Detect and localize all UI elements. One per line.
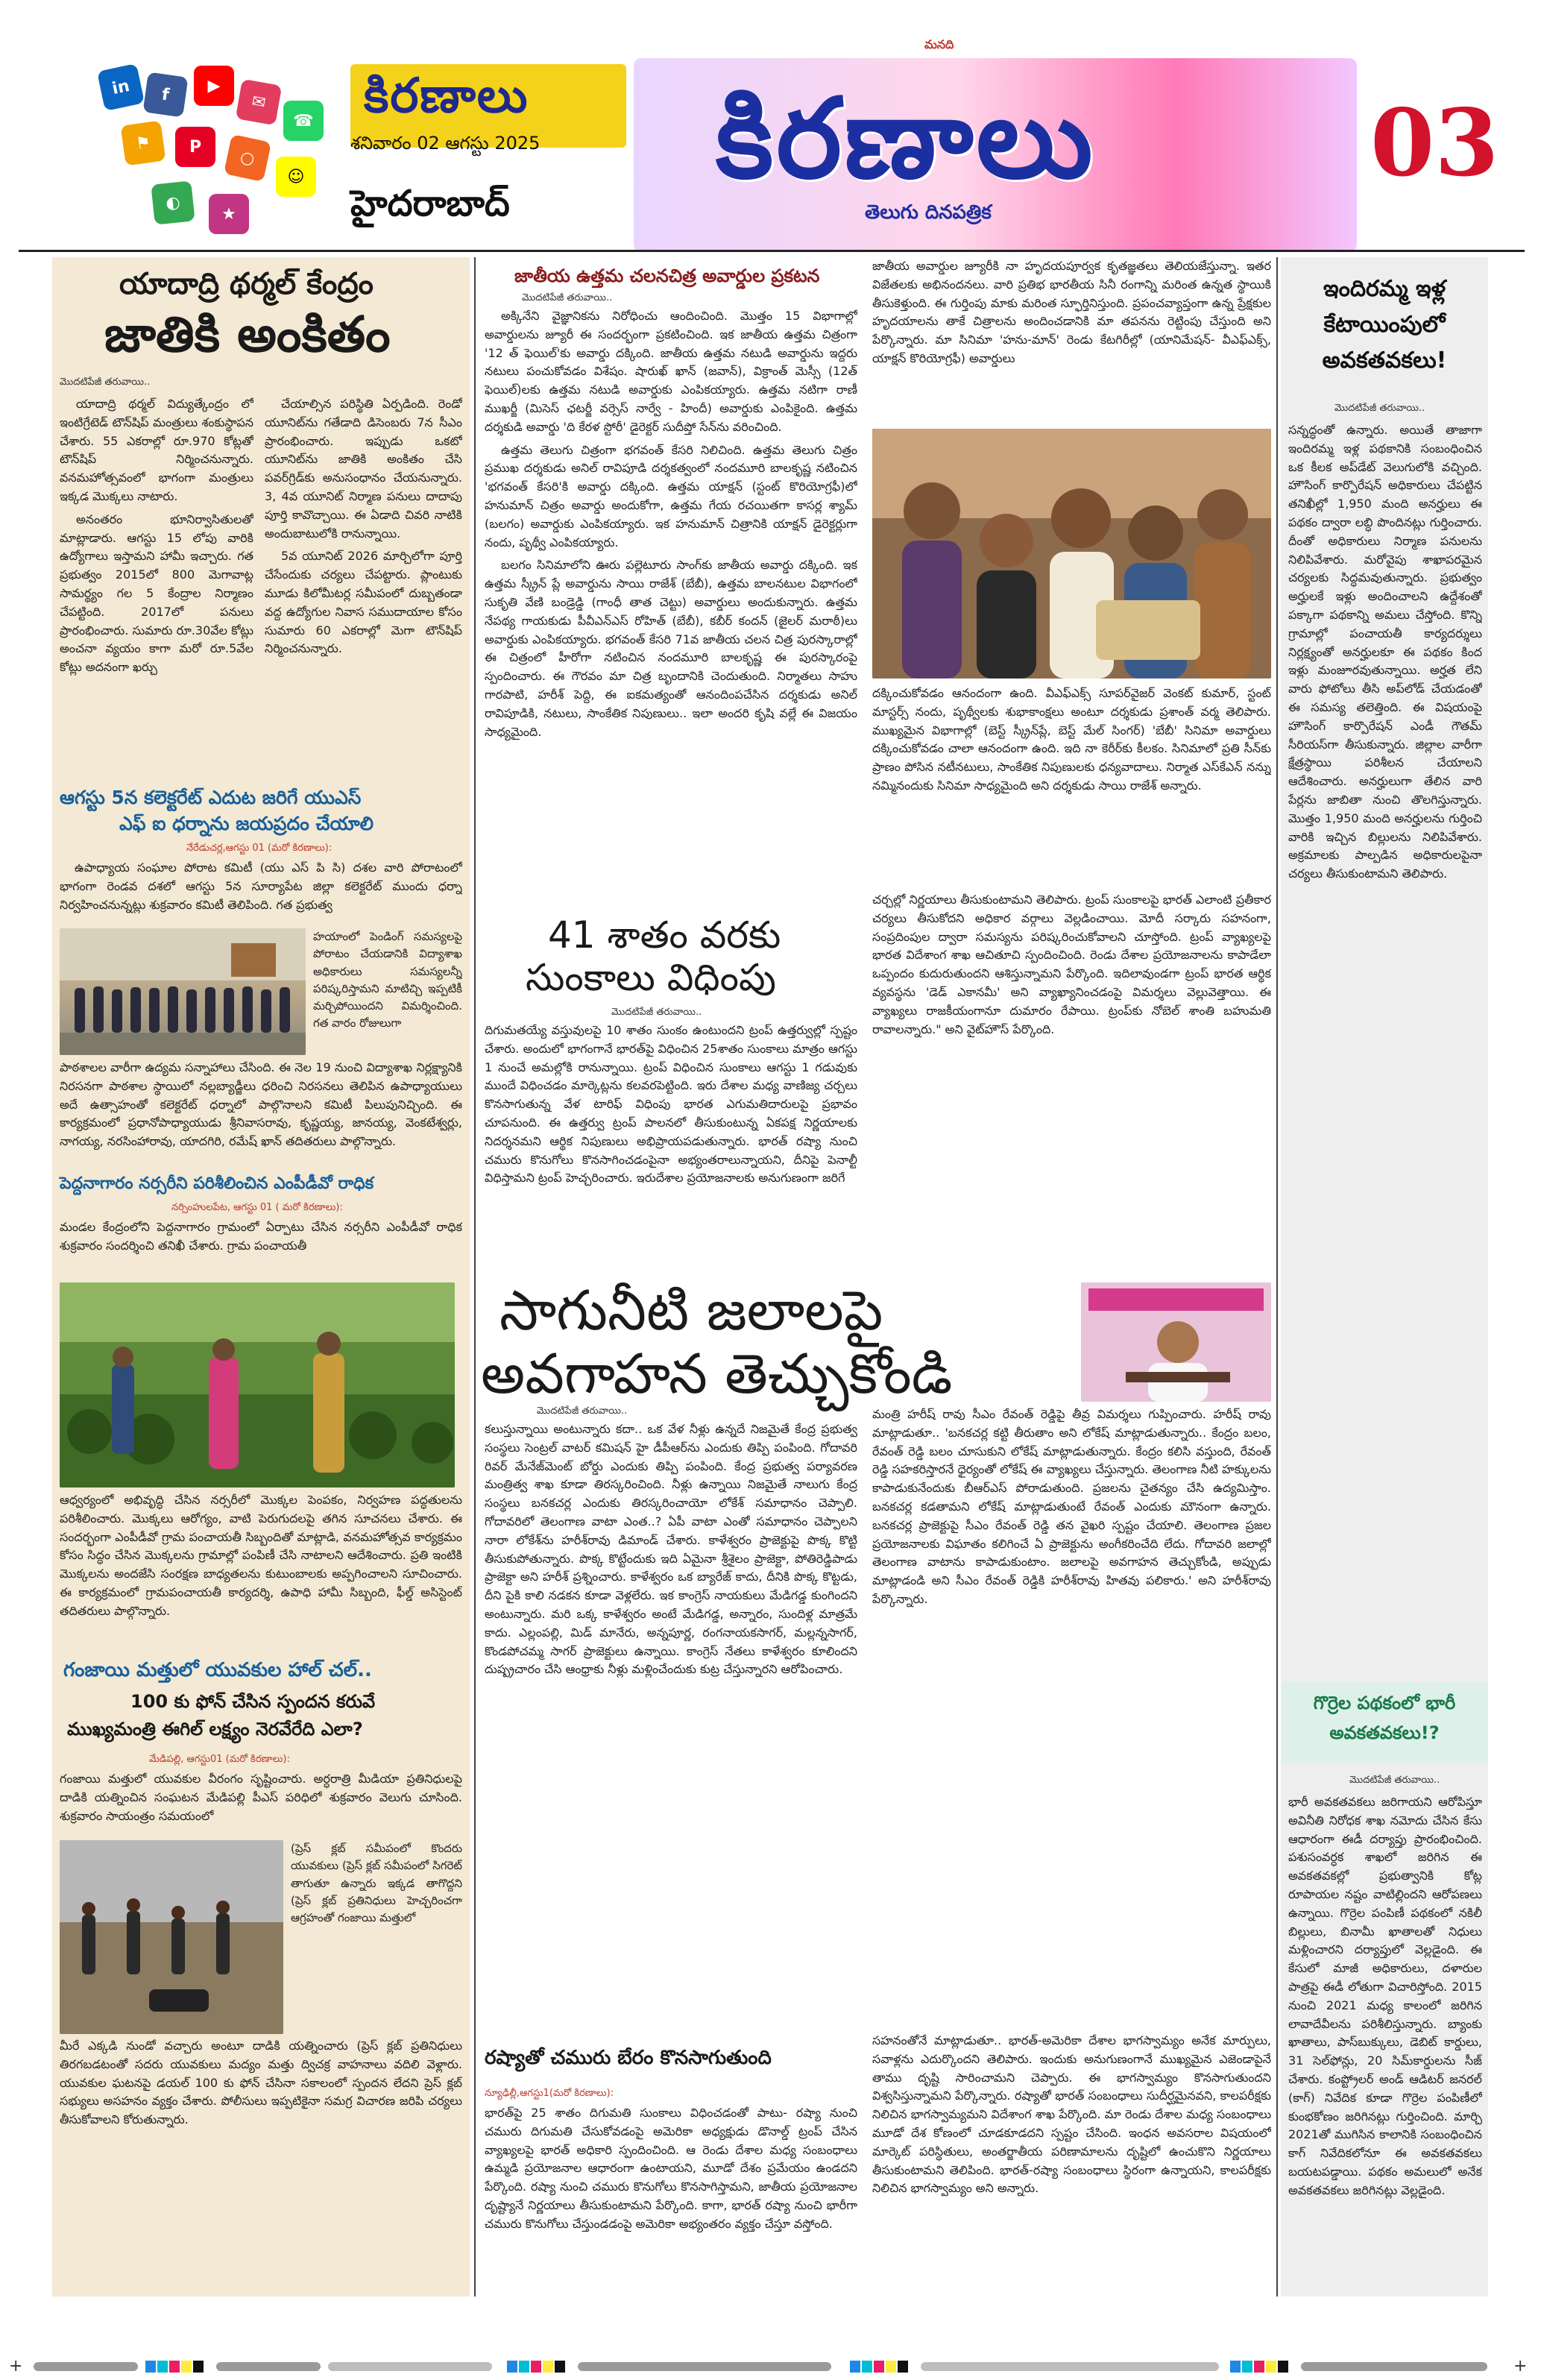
nursery-headline: పెద్దనాగారం నర్సరీని పరిశీలించిన ఎంపీడీవో రాధిక	[60, 1174, 374, 1193]
snapchat-icon: ☺	[276, 157, 316, 197]
awards-dateline: మొదటిపేజీ తరువాయి..	[522, 292, 613, 303]
sheep-headline-line1: గొర్రెల పథకంలో భారీ	[1313, 1693, 1456, 1713]
russia-dateline: న్యూఢిల్లీ,ఆగస్టు1(మరో కిరణాలు):	[485, 2088, 614, 2099]
usfi-photo-illustration	[60, 928, 306, 1055]
film-cast-illustration	[872, 429, 1271, 679]
usfi-protest-photo	[60, 928, 306, 1055]
yadadri-paragraph: అనంతరం భూనిర్వాసితులతో మాట్లాడారు. ఆగస్టు 15 లోపు వారికి ఉద్యోగాలు ఇస్తామని హామీ ఇచ్చారు. గత ప్రభుత్వం 2015లో 800 మెగావాట్ల సామర్థ్యం గల 5 కేంద్రాల నిర్మాణం చేపట్టింది. 2017లో పనులు ప్రారంభించారు. సుమారు రూ.30వేల కోట్లు అంచనా వ్యయం కాగా మరో రూ.5వేల కోట్లు అదనంగా ఖర్చు	[60, 511, 253, 675]
column-divider	[474, 257, 476, 2296]
nursery-dateline: నర్సింహులపేట, ఆగస్టు 01 ( మరో కిరణాలు):	[171, 1202, 343, 1213]
awards-paragraph: బలగం సినిమాలోని ఊరు పల్లెటూరు సాంగ్‌కు జాతీయ అవార్డు దక్కింది. ఇక ఉత్తమ స్క్రీన్ ప్లే అవార్డును సాయి రాజేశ్ (బేబీ), ఉత్తమ బాలనటుల విభాగంలో సుకృతి వేణి బండ్రెడ్డి (గాంధీ తాత చెట్టు) అవార్డులు అందుకున్నారు. ఉత్తమ నేపథ్య గాయకుడు పీవీఎన్ఎస్ రోహిత్ (బేబీ), కబీర్ కందన్ (జైలర్ మరాఠీ)లు అవార్డుకు ఎంపికయ్యారు. భగవంత్ కేసరి 71వ జాతీయ చలన చిత్ర పురస్కారాల్లో ఈ చిత్రంలో హీరోగా నటించిన నందమూరి బాలకృష్ణ ఈ పురస్కారంపై స్పందించారు. ఈ గౌరవం మా చిత్ర బృందానికి చెందుతుంది. నిర్మాతలు సాహు గారపాటి, హరీశ్ పెద్ది, ఈ ఐకమత్యంతో ఆనందింపచేసిన దర్శకుడు అనిల్ రావిపూడికి, నటులు, సాంకేతిక నిపుణులు.. ఇలా అందరి కృషి వల్లే ఈ విజయం సాధ్యమైంది.	[485, 558, 857, 739]
masthead-small-mark: మనది	[924, 37, 954, 51]
svg-text:+: +	[1513, 2357, 1528, 2376]
indiramma-dateline: మొదటిపేజీ తరువాయి..	[1334, 403, 1425, 414]
film-cast-photo	[872, 429, 1271, 679]
tariff-headline-line1: 41 శాతం వరకు	[548, 913, 781, 957]
facebook-icon: f	[143, 72, 189, 118]
ganja-subheadline-line1: 100 కు ఫోన్ చేసిన స్పందన కరువే	[130, 1691, 376, 1712]
yadadri-headline-line2: జాతికి అంకితం	[104, 306, 391, 363]
ganja-subheadline-line2: ముఖ్యమంత్రి ఈగిల్ లక్ష్యం నెరవేరేది ఎలా?	[67, 1719, 363, 1740]
usfi-body-top: ఉపాధ్యాయ సంఘాల పోరాట కమిటీ (యు ఎస్ పి సి) దశల వారి పోరాటంలో భాగంగా రెండవ దశలో ఆగస్టు 5న సూర్యాపేట జిల్లా కలెక్టరేట్ ముందు ధర్నా నిర్వహించనున్నట్లు శుక్రవారం కమిటీ తెలిపింది. గత ప్రభుత్వ	[60, 860, 462, 912]
indiramma-headline-line3: అవకతవకలు!	[1322, 347, 1447, 374]
linkedin-icon: in	[97, 63, 145, 111]
edition-city: హైదరాబాద్	[350, 183, 510, 224]
sheep-dateline: మొదటిపేజీ తరువాయి..	[1349, 1775, 1440, 1786]
ganja-body-bottom: మీరే ఎక్కడి నుండో వచ్చారు అంటూ దాడికి యత్నించారు (ప్రెస్ క్లబ్ ప్రతినిధులు తిరగబడటంతో సదరు యువకులు మద్యం మత్తు ద్విచక్ర వాహనాలు వదిలి వెళ్లారు. యువకుల ఘటనపై డయల్ 100 కు ఫోన్ చేసినా సకాలంలో స్పందన లేదని ప్రెస్ క్లబ్ సభ్యులు అసహనం వ్యక్తం చేశారు. పోలీసులు ఇప్పటికైనా సమగ్ర విచారణ జరిపి చర్యలు తీసుకోవాలని కోరుతున్నారు.	[60, 2039, 462, 2127]
russia-body: భారత్‌పై 25 శాతం దిగుమతి సుంకాలు విధించడంతో పాటు- రష్యా నుంచి చమురు దిగుమతి చేసుకోవడంపై అమెరికా అధ్యక్షుడు డొనాల్డ్ ట్రంప్ చేసిన వ్యాఖ్యలపై భారత్ అధికారి స్పందించింది. ఆ రెండు దేశాల మధ్య సంబంధాలు ఉమ్మడి ప్రయోజనాల ఆధారంగా ఉంటాయని, మూడో దేశం ప్రమేయం ఉండదని పేర్కొంది. రష్యా నుంచి చమురు కొనుగోలు కొనసాగిస్తామని, జాతీయ ప్రయోజనాల దృష్ట్యానే నిర్ణయాలు తీసుకుంటామని పేర్కొంది. కాగా, భారత్ రష్యా నుంచి భారీగా చమురు కొనుగోలు చేస్తుండడంపై అమెరికా అభ్యంతరం వ్యక్తం చేస్తూ వస్తోంది.	[485, 2106, 857, 2231]
ganja-dateline: మేడిపల్లి, ఆగస్టు01 (మరో కిరణాలు):	[149, 1754, 290, 1765]
page-number: 03	[1370, 89, 1499, 198]
tariff-body: దిగుమతయ్యే వస్తువులపై 10 శాతం సుంకం ఉంటుందని ట్రంప్ ఉత్తర్వుల్లో స్పష్టం చేశారు. అందులో భాగంగానే భారత్‌పై విధించిన 25శాతం సుంకాలు మాత్రం ఆగస్టు 1 నుంచే అమల్లోకి రానున్నాయి. ట్రంప్ విధించిన సుంకాలు ఆగస్టు 1 గడువుకు ముందే విధించడం మార్కెట్లను కలవరపెట్టింది. ఇరు దేశాల మధ్య వాణిజ్య చర్చలు కొనసాగుతున్న వేళ టారిఫ్ విధింపు భారత ఎగుమతిదారులపై ప్రభావం చూపనుంది. ఈ ఉత్తర్వు ట్రంప్ పాలనలో తీసుకుంటున్న ఏకపక్ష నిర్ణయాలకు నిదర్శనమని ఆర్థిక నిపుణులు అభిప్రాయపడుతున్నారు. భారత్ రష్యా నుంచి చమురు కొనుగోలు కొనసాగించడంపైనా అభ్యంతరాలున్నాయని, దీనిపై పెనాల్టీ విధిస్తామని ట్రంప్ హెచ్చరించారు. ఇరుదేశాల ప్రయోజనాలకు అనుగుణంగా జరిగే	[485, 1023, 857, 1186]
irrigation-body: కలుస్తున్నాయి అంటున్నారు కదా.. ఒక వేళ నీళ్లు ఉన్నదే నిజమైతే కేంద్ర ప్రభుత్వ సంస్థలు సెంట్రల్ వాటర్ కమిషన్ హై డీపీఆర్‌ను ఎందుకు తిప్పి పంపింది. గోదావరి రివర్ మేనేజ్‌మెంట్ బోర్డు ఎందుకు తిప్పి పంపింది. కేంద్ర ప్రభుత్వ పర్యావరణ మంత్రిత్వ శాఖ కూడా తిరస్కరించింది. నీళ్లు ఉన్నాయి నిజమైతే నాలుగు కేంద్ర సంస్థలు బనకచర్ల ఎందుకు తిరస్కరించాయో లోకేశ్ సమాధానం చెప్పాలి. గోదావరిలో తెలంగాణ వాటా ఎంత..? ఏపీ వాటా ఎంతో సమాధానం చెప్పాలని నారా లోకేశ్‌ను హరీశ్‌రావు డిమాండ్ చేశారు. కాళేశ్వరం ప్రాజెక్టుపై పొక్క కొట్టి తీసుకుపోతున్నారు. పొక్క కొట్టేందుకు ఇది ఏమైనా శ్రీశైలం ప్రాజెక్టా, పోతిరెడ్డిపాడు ప్రాజెక్టా అని హరీశ్ ప్రశ్నించారు. కాళేశ్వరం ఒక బ్యారేజ్ కాదు, దీనికి పొక్క కొట్టడు, దీని పైకి కాలి నడకన కూడా వెళ్లలేరు. ఇక కాంగ్రెస్ నాయకులు మేడిగడ్డ కుంగిందని అంటున్నారు. మరి ఒక్క కాళేశ్వరం అంటే మేడిగడ్డ, అన్నారం, సుందిళ్ల మాత్రమే కాదు. ఎల్లంపల్లి, మిడ్ మానేరు, అన్నపూర్ణ, రంగనాయకసాగర్, మల్లన్నసాగర్, కొండపోచమ్మ సాగర్ ప్రాజెక్టులు ఉన్నాయి. కాంగ్రెస్ నేతలు కాళేశ్వరం కూలిందని దుష్ప్రచారం చేసి ఆంధ్రాకు నీళ్లు మళ్లించేందుకు కుట్ర చేస్తున్నారని ఆరోపించారు.	[485, 1422, 857, 1677]
yadadri-paragraph: 5వ యూనిట్ 2026 మార్చిలోగా పూర్తి చేసేందుకు చర్యలు చేపట్టారు. ప్లాంటుకు మూడు కిలోమీటర్ల సమీపంలో దుబ్బతండా వద్ద ఉద్యోగుల నివాస సముదాయాల కోసం సుమారు 60 ఎకరాల్లో మెగా టౌన్‌షిప్‌ నిర్మించనున్నారు.	[265, 549, 462, 656]
chrome-icon: ◐	[151, 180, 195, 224]
yadadri-dateline: మొదటిపేజీ తరువాయి..	[60, 377, 151, 388]
phone-icon: ☎	[283, 101, 324, 141]
tariff-headline-line2: సుంకాలు విధింపు	[526, 956, 776, 999]
awards-headline: జాతీయ ఉత్తమ చలనచిత్ర అవార్డుల ప్రకటన	[514, 265, 820, 286]
column-divider-right	[1276, 257, 1278, 2296]
nursery-photo	[60, 1282, 455, 1488]
awards-paragraph: అక్కినేని వైజ్ఞానికను నిరోధించు ఆందించింది. మొత్తం 15 విభాగాల్లో అవార్డులను జ్యూరీ ఈ సందర్భంగా ప్రకటించింది. ఇక జాతీయ ఉత్తమ చిత్రంగా '12 త్ ఫెయిల్'కు అవార్డు దక్కింది. జాతీయ ఉత్తమ నటుడి అవార్డును ఇద్దరు నటులు పంచుకోవడం విశేషం. షారుఖ్ ఖాన్ (జవాన్), విక్రాంత్ మెస్సీ (12త్ ఫెయిల్)లకు ఉత్తమ నటుడి అవార్డుకు ఎంపికయ్యారు. ఉత్తమ నటిగా రాణీ ముఖర్జీ (మిసెస్ ఛటర్జీ వర్సెస్ నార్వే - హిందీ) అవార్డుకు ఎంపికైంది. ఉత్తమ దర్శకుడి అవార్డు 'ది కేరళ స్టోరీ' డైరెక్టర్ సుదీప్తో సేన్‌ను వరించింది.	[485, 309, 857, 434]
usfi-body-bottom: పాఠశాలల వారీగా ఉద్యమ సన్నాహాలు చేసింది. ఈ నెల 19 నుంచి విద్యాశాఖ నిర్లక్ష్యానికి నిరసనగా పాఠశాల స్థాయిలో నల్లబ్యాడ్జీలు ధరించి నిరసనలు తెలిపిన ఉపాధ్యాయులు అదే ఉత్సాహంతో కలెక్టరేట్ ధర్నాలో పాల్గొనాలని కమిటీ పిలుపునిచ్చింది. ఈ కార్యక్రమంలో ప్రధానోపాధ్యాయుడు శ్రీనివాసరావు, కృష్ణయ్య, జానయ్య, వెంకటేశ్వర్లు, నాగయ్య, నరసింహారావు, యాదగిరి, రమేష్ ఖాన్ తదితరులు పాల్గొన్నారు.	[60, 1060, 462, 1149]
ganja-headline: గంజాయి మత్తులో యువకుల హాల్ చల్..	[63, 1659, 372, 1681]
email-icon: ✉	[236, 79, 283, 126]
indiramma-headline-line2: కేటాయింపులో	[1323, 312, 1446, 338]
yadadri-paragraph: యాదాద్రి థర్మల్ విద్యుత్కేంద్రం లో ఇంటిగ్రేటెడ్ టౌన్‌షిప్ మంత్రులు శంకుస్థాపన చేశారు. 55 ఎకరాల్లో రూ.970 కోట్లతో టౌన్‌షిప్‌ నిర్మించనున్నారు. వనమహోత్సవంలో భాగంగా మంత్రులు ఇక్కడ మొక్కలు నాటారు.	[60, 397, 253, 503]
awards-body-col2-top: జాతీయ అవార్డుల జ్యూరీకి నా హృదయపూర్వక కృతజ్ఞతలు తెలియజేస్తున్నా. ఇతర విజేతలకు అభినందనలు. వారి ప్రతిభ భారతీయ సినీ రంగాన్ని మరింత ఉన్నత స్థాయికి తీసుకెళ్తుంది. ఈ గుర్తింపు మాకు మరింత స్ఫూర్తినిస్తుంది. ప్రపంచవ్యాప్తంగా ఉన్న ప్రేక్షకుల హృదయాలను తాకే చిత్రాలను అందించడానికి మా తపనను రెట్టింపు చేస్తుంది అని పేర్కొన్నారు. మా సినిమా 'హను-మాన్' రెండు కేటగిరీల్లో (యానిమేషన్- వీఎఫ్ఎక్స్, యాక్షన్ కొరియోగ్రఫీ) అవార్డులు	[872, 259, 1271, 365]
irrigation-headline-line2: అవగాహన తెచ్చుకోండి	[481, 1342, 953, 1406]
awards-paragraph: ఉత్తమ తెలుగు చిత్రంగా భగవంత్ కేసరి నిలిచింది. ఉత్తమ తెలుగు చిత్రం ప్రముఖ దర్శకుడు అనిల్ రావిపూడి దర్శకత్వంలో నందమూరి బాలకృష్ణ నటించిన 'భగవంత్ కేసరి'కి అవార్డు దక్కింది. ఉత్తమ యాక్షన్ (స్టంట్ కొరియోగ్రఫీ)లో హనుమాన్ చిత్రం అవార్డు అందుకోగా, ఉత్తమ గేయ రచయితగా కాసర్ల శ్యామ్ (బలగం) అవార్డుకు ఎంపికయ్యారు. ఇక హనుమాన్ చిత్రానికి యాక్షన్ డైరెక్టర్లుగా నందు, పృథ్వీ ఎంపికయ్యారు.	[485, 442, 857, 550]
issue-date: శనివారం 02 ఆగస్టు 2025	[350, 133, 541, 154]
irrigation-headline-line1: సాగునీటి జలాలపై	[500, 1279, 883, 1343]
harish-rao-illustration	[1081, 1282, 1271, 1402]
sheep-body: భారీ అవకతవకలు జరిగాయని ఆరోపిస్తూ అవినీతి నిరోధక శాఖ నమోదు చేసిన కేసు ఆధారంగా ఈడీ దర్యాప్తు ప్రారంభించింది. పశుసంవర్ధక శాఖలో జరిగిన ఈ అవకతవకల్లో ప్రభుత్వానికి కోట్ల రూపాయల నష్టం వాటిల్లిందని ఆరోపణలు ఉన్నాయి. గొర్రెల పంపిణీ పథకంలో నకిలీ బిల్లులు, బినామీ ఖాతాలతో నిధులు మళ్లించారని దర్యాప్తులో వెల్లడైంది. ఈ కేసులో మాజీ అధికారులు, దళారుల పాత్రపై ఈడీ లోతుగా విచారిస్తోంది. 2015 నుంచి 2021 మధ్య కాలంలో జరిగిన లావాదేవీలను పరిశీలిస్తున్నారు. బ్యాంకు ఖాతాలు, పాస్‌బుక్కులు, డెబిట్ కార్డులు, 31 సెల్‌ఫోన్లు, 20 సిమ్‌కార్డులను సీజ్ చేశారు. కంప్ట్రోలర్ అండ్ ఆడిటర్ జనరల్ (కాగ్) నివేదిక కూడా గొర్రెల పంపిణీలో కుంభకోణం జరిగినట్లు గుర్తించింది. మార్చి 2021తో ముగిసిన కాలానికి సంబంధించిన కాగ్ నివేదికలోనూ ఈ అవకతవకలు బయటపడ్డాయి. పథకం అమలులో అనేక అవకతవకలు జరిగినట్లు వెల్లడైంది.	[1288, 1795, 1482, 2197]
registration-marks	[0, 2355, 1541, 2377]
usfi-body-side: హయాంలో పెండింగ్ సమస్యలపై పోరాటం చేయడానికి విద్యాశాఖ అధికారులు సమస్యలన్నీ పరిష్కరిస్తామని మాటిచ్చి ఇప్పటికీ మర్చిపోయిందని విమర్శించింది. గత వారం రోజులుగా	[313, 930, 462, 1030]
youtube-icon: ▶	[194, 66, 234, 106]
rss-icon: ○	[224, 134, 271, 182]
masthead-main-logo: కిరణాలు	[716, 75, 1096, 203]
masthead-divider	[19, 250, 1525, 252]
ganja-photo	[60, 1840, 283, 2034]
tariff-body-right: చర్చల్లో నిర్ణయాలు తీసుకుంటామని తెలిపారు. ట్రంప్ సుంకాలపై భారత్ ఎలాంటి ప్రతీకార చర్యలు తీసుకోదని అధికార వర్గాలు వెల్లడించాయి. మోదీ సర్కారు సహనంగా, సంప్రదింపుల ద్వారా సమస్యను పరిష్కరించుకోవాలని చూస్తోంది. ట్రంప్ వ్యాఖ్యలపై భారత విదేశాంగ శాఖ ఆచితూచి స్పందించింది. రెండు దేశాల ప్రయోజనాలను కాపాడేలా ఒప్పందం కుదురుతుందని ఆశిస్తున్నామని పేర్కొంది. ఇదిలావుండగా ట్రంప్ భారత ఆర్థిక వ్యవస్థను 'డెడ్ ఎకానమీ' అని వ్యాఖ్యానించడంపై విమర్శలు వెల్లువెత్తాయి. ఈ వ్యాఖ్యలు రాజకీయంగానూ దుమారం రేపాయి. ట్రంప్‌కు నోబెల్ శాంతి బహుమతి రావాలన్నారు." అని వైట్‌హౌస్ పేర్కొంది.	[872, 892, 1271, 1036]
usfi-headline-line1: ఆగస్టు 5న కలెక్టరేట్ ఎదుట జరిగే యుఎస్	[60, 787, 362, 808]
russia-body-right: సహనంతోనే మాట్లాడుతూ.. భారత్-అమెరికా దేశాల భాగస్వామ్యం అనేక మార్పులు, సవాళ్లను ఎదుర్కొందని తెలిపారు. ఇందుకు అనుగుణంగానే ముఖ్యమైన ఎజెండాపైనే తాము దృష్టి సారించామని చెప్పారు. ఈ భాగస్వామ్యం కొనసాగుతుందని విశ్వసిస్తున్నామని పేర్కొన్నారు. రష్యాతో భారత్ సంబంధాలు సుదీర్ఘమైనవని, కాలపరీక్షకు నిలిచిన భాగస్వామ్యమని విదేశాంగ శాఖ పేర్కొంది. మా రెండు దేశాల మధ్య సంబంధాలు మూడో దేశ కోణంలో చూడకూడదని స్పష్టం చేసింది. ఇంధన అవసరాల విషయంలో మార్కెట్ పరిస్థితులు, అంతర్జాతీయ పరిణామాలను దృష్టిలో ఉంచుకొని నిర్ణయాలు తీసుకుంటామని తెలిపింది. భారత్-రష్యా సంబంధాలు స్థిరంగా ఉన్నాయని, కాలపరీక్షకు నిలిచిన భాగస్వామ్యం అని అన్నారు.	[872, 2033, 1271, 2196]
sheep-headline-line2: అవకతవకలు!?	[1329, 1722, 1440, 1743]
flag-icon: ⚑	[121, 121, 166, 166]
yadadri-paragraph: చేయాల్సిన పరిస్థితి ఏర్పడింది. రెండో యూనిట్‌ను గతేడాది డిసెంబరు 7న సీఎం ప్రారంభించారు. ఇప్పుడు ఒకటో యూనిట్‌ను జాతికి అంకితం చేసి పవర్‌గ్రిడ్‌కు అనుసంధానం చేయనున్నారు. 3, 4వ యూనిట్ నిర్మాణ పనులు దాదాపు పూర్తి కావొచ్చాయి. ఈ ఏడాది చివరి నాటికి అందుబాటులోకి రానున్నాయి.	[265, 397, 462, 541]
nursery-body-top: మండల కేంద్రంలోని పెద్దనాగారం గ్రామంలో ఏర్పాటు చేసిన నర్సరీని ఎంపీడీవో రాధిక శుక్రవారం సందర్శించి తనిఖీ చేశారు. గ్రామ పంచాయతీ	[60, 1220, 462, 1253]
nursery-photo-illustration	[60, 1282, 455, 1488]
nursery-body-bottom: ఆధ్వర్యంలో అభివృద్ధి చేసిన నర్సరీలో మొక్కల పెంపకం, నిర్వహణ పద్ధతులను పరిశీలించారు. మొక్కలు ఆరోగ్యం, వాటి పెరుగుదలపై తగిన సూచనలు చేశారు. ఈ సందర్భంగా ఎంపీడీవో గ్రామ పంచాయతీ సిబ్బందితో మాట్లాడి, వనమహోత్సవ కార్యక్రమం కోసం సిద్ధం చేసిన మొక్కలను గ్రామాల్లో పంపిణీ చేసి నాటాలని ఆదేశించారు. ప్రతి ఇంటికి మొక్కలను అందజేసి సంరక్షణ బాధ్యతలను కుటుంబాలకు అప్పగించాలని సూచించారు. ఈ కార్యక్రమంలో గ్రామపంచాయతీ కార్యదర్శి, ఉపాధి హామీ సిబ్బంది, ఫీల్డ్ అసిస్టెంట్ తదితరులు పాల్గొన్నారు.	[60, 1493, 462, 1618]
print-registration-bar	[0, 2355, 1541, 2377]
indiramma-headline-line1: ఇందిరమ్మ ఇళ్ల	[1323, 276, 1446, 302]
masthead-tagline: తెలుగు దినపత్రిక	[865, 201, 992, 224]
pinterest-icon: P	[175, 127, 215, 167]
usfi-dateline: నేరేడుచర్ల,ఆగస్టు 01 (మరో కిరణాలు):	[186, 843, 333, 854]
svg-text:+: +	[9, 2357, 23, 2376]
indiramma-body: సన్నద్ధంతో ఉన్నారు. అయితే తాజాగా ఇందిరమ్మ ఇళ్ల పథకానికి సంబంధించిన ఒక కీలక అప్‌డేట్ వెలుగులోకి వచ్చింది. హౌసింగ్ కార్పొరేషన్ అధికారులు చేపట్టిన తనిఖీల్లో 1,950 మంది అనర్హులు ఈ పథకం ద్వారా లబ్ధి పొందినట్లు గుర్తించారు. దీంతో అధికారులు నిర్మాణ పనులను నిలిపివేశారు. మరోవైపు శాఖాపరమైన చర్యలకు సిద్ధమవుతున్నారు. ప్రభుత్వం అర్హులకే ఇళ్లు అందించాలని ఉద్దేశంతో పక్కాగా పథకాన్ని అమలు చేస్తోంది. కొన్ని గ్రామాల్లో పంచాయతీ కార్యదర్శులు నిర్లక్ష్యంతో అనర్హులకూ ఈ పథకం కింద ఇళ్లు మంజూరవుతున్నాయి. అర్హత లేని వారు ఫోటోలు తీసి అప్‌లోడ్ చేయడంతో ఈ సమస్య తలెత్తింది. ఈ విషయంపై హౌసింగ్ కార్పొరేషన్ ఎండీ గౌతమ్ సీరియస్‌గా తీసుకున్నారు. జిల్లాల వారీగా క్షేత్రస్థాయి పరిశీలన చేయాలని ఆదేశించారు. అనర్హులుగా తేలిన వారి పేర్లను జాబితా నుంచి తొలగిస్తున్నారు. మొత్తం 1,950 మంది అనర్హులను గుర్తించి వారికి ఇచ్చిన బిల్లులను నిలిపివేశారు. అక్రమాలకు పాల్పడిన అధికారులపైనా చర్యలు తీసుకుంటామని తెలిపారు.	[1288, 423, 1482, 881]
awards-body-col2-bottom: దక్కించుకోవడం ఆనందంగా ఉంది. వీఎఫ్ఎక్స్ సూపర్‌వైజర్ వెంకట్ కుమార్, స్టంట్ మాస్టర్స్ నందు, పృథ్వీలకు శుభాకాంక్షలు అంటూ దర్శకుడు ప్రశాంత్ వర్మ తెలిపారు. ముఖ్యమైన విభాగాల్లో (బెస్ట్ స్క్రీన్‌ప్లే, బెస్ట్ మేల్ సింగర్) 'బేబీ' సినిమా అవార్డులు దక్కించుకోవడం చాలా ఆనందంగా ఉంది. ఇది నా కెరీర్‌కు కీలకం. సినిమాలో ప్రతి సీన్‌కు ప్రాణం పోసిన నటీనటులు, సాంకేతిక నిపుణులకు ధన్యవాదాలు. నిర్మాత ఎస్‌కేఎన్ నన్ను నమ్మినందుకు సినిమా సాధ్యమైంది అని దర్శకుడు సాయి రాజేశ్ అన్నారు.	[872, 686, 1271, 793]
yadadri-body-col2	[265, 395, 462, 775]
russia-headline: రష్యాతో చమురు బేరం కొనసాగుతుంది	[485, 2047, 772, 2069]
social-media-icons-graphic	[71, 52, 347, 254]
yadadri-body-col1	[60, 395, 253, 775]
irrigation-body-right: మంత్రి హరీష్ రావు సీఎం రేవంత్ రెడ్డిపై తీవ్ర విమర్శలు గుప్పించారు. హరీష్ రావు మాట్లాడుతూ.. 'బనకచర్ల కట్టి తీరుతాం అని లోకేష్ మాట్లాడుతున్నారు.. కేంద్రం బలం, రేవంత్ రెడ్డి బలం చూసుకుని లోకేష్ మాట్లాడుతున్నారు. కేంద్రం కలిసి వస్తుంది, రేవంత్ రెడ్డి సహకరిస్తారనే ధైర్యంతో లోకేష్ ఈ వ్యాఖ్యలు చేస్తున్నారు. తెలంగాణ నీటి హక్కులను కాపాడుకునేందుకు బీఆర్ఎస్ పోరాడుతుంది. ప్రజలను చైతన్యం చేసి ఉద్యమిస్తాం. బనకచర్ల కడతామని లోకేష్ మాట్లాడుతుంటే రేవంత్ ఎందుకు మౌనంగా ఉన్నారు. బనకచర్ల ప్రాజెక్టుపై సీఎం రేవంత్ రెడ్డి తన వైఖరి స్పష్టం చేయాలి. తెలంగాణ ప్రజల ప్రయోజనాలకు విఘాతం కలిగించే ఏ ప్రాజెక్టును అంగీకరించేది లేదు. గోదావరి జలాల్లో తెలంగాణ వాటాను కాపాడుకుంటాం. జలాలపై అవగాహన తెచ్చుకోండి, అప్పుడు మాట్లాడండి అని సీఎం రేవంత్ రెడ్డికి హరీశ్‌రావు హితవు పలికారు.' అని హరీశ్‌రావు పేర్కొన్నారు.	[872, 1407, 1271, 1606]
left-logo-text: కిరణాలు	[364, 69, 529, 124]
awards-body-col1	[485, 307, 857, 885]
tariff-dateline: మొదటిపేజీ తరువాయి..	[611, 1007, 702, 1018]
usfi-headline-line2: ఎఫ్ ఐ ధర్నాను జయప్రదం చేయాలి	[119, 813, 374, 834]
ganja-body-side: (ప్రెస్ క్లబ్ సమీపంలో కొందరు యువకులు (ప్రెస్ క్లబ్ సమీపంలో సిగరెట్ తాగుతూ ఉన్నారు ఇక్కడ తాగొద్దని (ప్రెస్ క్లబ్ ప్రతినిధులు హెచ్చరించగా ఆగ్రహంతో గంజాయి మత్తులో	[291, 1842, 462, 1924]
yadadri-headline-line1: యాదాద్రి థర్మల్ కేంద్రం	[119, 267, 374, 301]
irrigation-dateline: మొదటిపేజీ తరువాయి..	[537, 1405, 628, 1417]
harish-rao-photo	[1081, 1282, 1271, 1402]
instagram-icon: ★	[209, 194, 249, 234]
ganja-body-top: గంజాయి మత్తులో యువకుల వీరంగం సృష్టించారు. అర్ధరాత్రి మీడియా ప్రతినిధులపై దాడికి యత్నించిన సంఘటన మేడిపల్లి పీఎస్ పరిధిలో శుక్రవారం వెలుగు చూసింది. శుక్రవారం సాయంత్రం సమయంలో	[60, 1772, 462, 1823]
ganja-photo-illustration	[60, 1840, 283, 2034]
